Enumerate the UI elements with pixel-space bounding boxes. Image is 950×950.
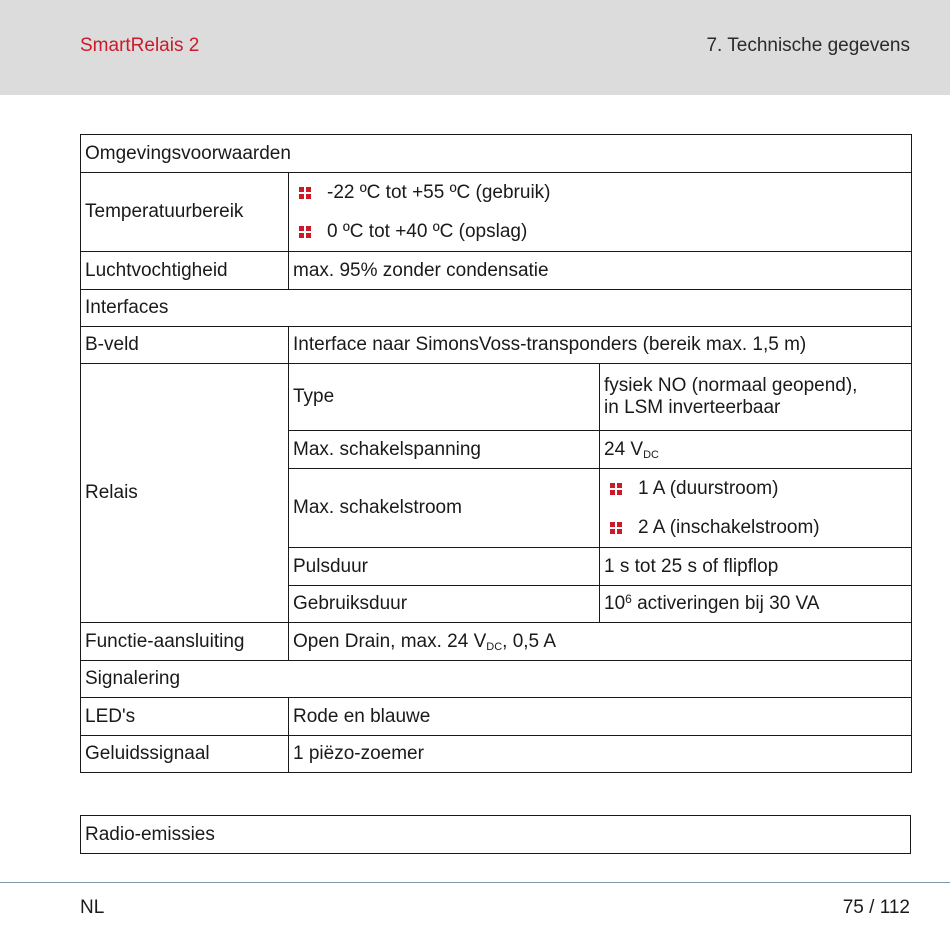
led-value: Rode en blauwe [289, 698, 912, 736]
bullet-icon [299, 226, 311, 238]
function-value-b: , 0,5 A [502, 630, 557, 652]
voltage-subscript: DC [643, 448, 659, 461]
type-value-line2: in LSM inverteerbaar [604, 397, 781, 418]
radio-emissions-table [80, 815, 911, 854]
lifetime-exponent: 6 [625, 592, 632, 606]
bullet-icon [610, 522, 622, 534]
page-header [0, 0, 950, 95]
table-row [81, 364, 912, 431]
brand-title: SmartRelais 2 [80, 35, 200, 56]
temperature-use: -22 ºC tot +55 ºC (gebruik) [327, 181, 551, 203]
table-row [81, 252, 912, 290]
table-row [81, 290, 912, 327]
lifetime-rest: activeringen bij 30 VA [631, 593, 820, 614]
voltage-value [600, 431, 912, 469]
temperature-values [289, 173, 912, 252]
temperature-label: Temperatuurbereik [81, 173, 289, 252]
lifetime-value [600, 586, 912, 623]
function-label: Functie-aansluiting [81, 623, 289, 661]
table-row [81, 736, 912, 773]
bullet-icon [299, 187, 311, 199]
table-row [81, 173, 912, 252]
type-value-line1: fysiek NO (normaal geopend), [604, 375, 858, 396]
bullet-icon [610, 483, 622, 495]
section-heading-interfaces: Interfaces [81, 290, 912, 327]
chapter-title: 7. Technische gegevens [706, 35, 910, 56]
footer-language: NL [80, 897, 105, 918]
footer-divider [0, 882, 950, 883]
sound-label: Geluidssignaal [81, 736, 289, 773]
voltage-value-text: 24 V [604, 438, 644, 460]
current-continuous: 1 A (duurstroom) [638, 477, 779, 499]
list-item [293, 212, 907, 251]
lifetime-label: Gebruiksduur [289, 586, 600, 623]
bfield-label: B-veld [81, 327, 289, 364]
current-inrush: 2 A (inschakelstroom) [638, 516, 820, 538]
table-row [81, 135, 912, 173]
technical-data-table [80, 134, 912, 773]
current-values [600, 469, 912, 548]
table-row [81, 327, 912, 364]
section-heading-ambient: Omgevingsvoorwaarden [81, 135, 912, 173]
lifetime-base: 10 [604, 593, 626, 614]
sound-value: 1 piëzo-zoemer [289, 736, 912, 773]
list-item [604, 469, 907, 508]
bfield-value: Interface naar SimonsVoss-transponders (bereik max. 1,5 m) [289, 327, 912, 364]
list-item [293, 173, 907, 212]
table-row [81, 698, 912, 736]
pulse-value: 1 s tot 25 s of flipflop [600, 548, 912, 586]
function-subscript: DC [486, 640, 503, 653]
humidity-value: max. 95% zonder condensatie [289, 252, 912, 290]
table-row [81, 816, 911, 854]
type-label: Type [289, 364, 600, 431]
function-value-a: Open Drain, max. 24 V [293, 630, 487, 652]
section-heading-radio: Radio-emissies [81, 816, 911, 854]
type-value [600, 364, 912, 431]
table-row [81, 623, 912, 661]
current-label: Max. schakelstroom [289, 469, 600, 548]
led-label: LED's [81, 698, 289, 736]
pulse-label: Pulsduur [289, 548, 600, 586]
function-value [289, 623, 912, 661]
table-row [81, 661, 912, 698]
relay-label: Relais [81, 364, 289, 623]
page-number: 75 / 112 [842, 897, 910, 918]
section-heading-signal: Signalering [81, 661, 912, 698]
list-item [604, 508, 907, 547]
humidity-label: Luchtvochtigheid [81, 252, 289, 290]
temperature-storage: 0 ºC tot +40 ºC (opslag) [327, 220, 528, 242]
voltage-label: Max. schakelspanning [289, 431, 600, 469]
